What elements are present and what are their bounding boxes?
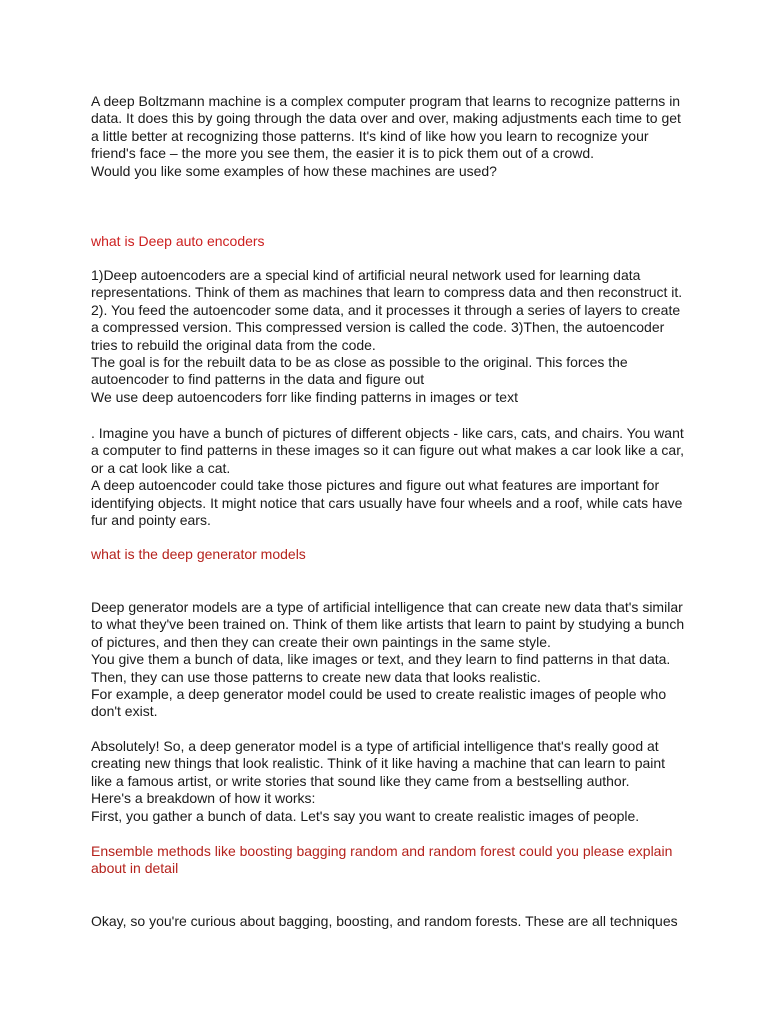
text-line: autoencoder to find patterns in the data and figure out xyxy=(91,371,425,388)
text-line: . Imagine you have a bunch of pictures of different objects - like cars, cats, and chairs. You want xyxy=(91,425,684,441)
heading-deep-auto-encoders xyxy=(91,233,691,250)
text-line: a computer to find patterns in these images so it can figure out what makes a car look like a car, xyxy=(91,442,684,459)
section-heading: Ensemble methods like boosting bagging random and random forest could you please explain xyxy=(91,843,673,859)
text-line: a compressed version. This compressed version is called the code. 3)Then, the autoencoder xyxy=(91,319,665,336)
text-line: Here's a breakdown of how it works: xyxy=(91,790,316,807)
text-line: A deep autoencoder could take those pictures and figure out what features are important for xyxy=(91,477,660,494)
heading-ensemble-methods xyxy=(91,843,691,878)
text-line: Okay, so you're curious about bagging, boosting, and random forests. These are all techniques xyxy=(91,913,678,929)
text-line: creating new things that look realistic. Think of it like having a machine that can learn to paint xyxy=(91,755,666,772)
paragraph-generator-breakdown xyxy=(91,738,691,825)
text-line: We use deep autoencoders forr like finding patterns in images or text xyxy=(91,388,518,405)
text-line: don't exist. xyxy=(91,703,158,720)
text-line: representations. Think of them as machines that learn to compress data and then reconstruct it. xyxy=(91,284,683,301)
text-line: Absolutely! So, a deep generator model is a type of artificial intelligence that's really good at xyxy=(91,738,659,754)
text-line: friend's face – the more you see them, the easier it is to pick them out of a crowd. xyxy=(91,145,595,162)
paragraph-ensemble-intro xyxy=(91,913,691,930)
section-heading: what is Deep auto encoders xyxy=(91,233,265,249)
text-line: First, you gather a bunch of data. Let's say you want to create realistic images of people. xyxy=(91,807,640,824)
text-line: For example, a deep generator model could be used to create realistic images of people who xyxy=(91,685,667,702)
paragraph-generator-models xyxy=(91,599,691,721)
paragraph-autoencoders xyxy=(91,267,691,406)
text-line: Would you like some examples of how these machines are used? xyxy=(91,162,497,179)
text-line: or a cat look like a cat. xyxy=(91,459,231,476)
text-line: Deep generator models are a type of artificial intelligence that can create new data that's similar xyxy=(91,599,683,615)
text-line: like a famous artist, or write stories that sound like they came from a bestselling author. xyxy=(91,772,630,789)
text-line: 1)Deep autoencoders are a special kind of artificial neural network used for learning data xyxy=(91,267,641,283)
text-line: A deep Boltzmann machine is a complex computer program that learns to recognize patterns in xyxy=(91,93,681,109)
text-line: Then, they can use those patterns to create new data that looks realistic. xyxy=(91,668,541,685)
text-line: to what they've been trained on. Think of them like artists that learn to paint by studying a bunch xyxy=(91,616,685,633)
text-line: You give them a bunch of data, like images or text, and they learn to find patterns in that data. xyxy=(91,651,671,668)
text-line: 2). You feed the autoencoder some data, and it processes it through a series of layers to create xyxy=(91,301,681,318)
section-heading: what is the deep generator models xyxy=(91,546,306,562)
text-line: data. It does this by going through the data over and over, making adjustments each time to get xyxy=(91,110,681,127)
text-line: tries to rebuild the original data from the code. xyxy=(91,336,376,353)
paragraph-autoencoder-example xyxy=(91,425,691,529)
section-heading: about in detail xyxy=(91,860,179,877)
paragraph-boltzmann xyxy=(91,93,691,180)
text-line: of pictures, and then they can create their own paintings in the same style. xyxy=(91,633,551,650)
text-line: fur and pointy ears. xyxy=(91,511,211,528)
heading-deep-generator-models xyxy=(91,546,691,563)
text-line: a little better at recognizing those patterns. It's kind of like how you learn to recognize your xyxy=(91,127,649,144)
text-line: identifying objects. It might notice that cars usually have four wheels and a roof, while cats have xyxy=(91,494,683,511)
text-line: The goal is for the rebuilt data to be as close as possible to the original. This forces the xyxy=(91,353,628,370)
